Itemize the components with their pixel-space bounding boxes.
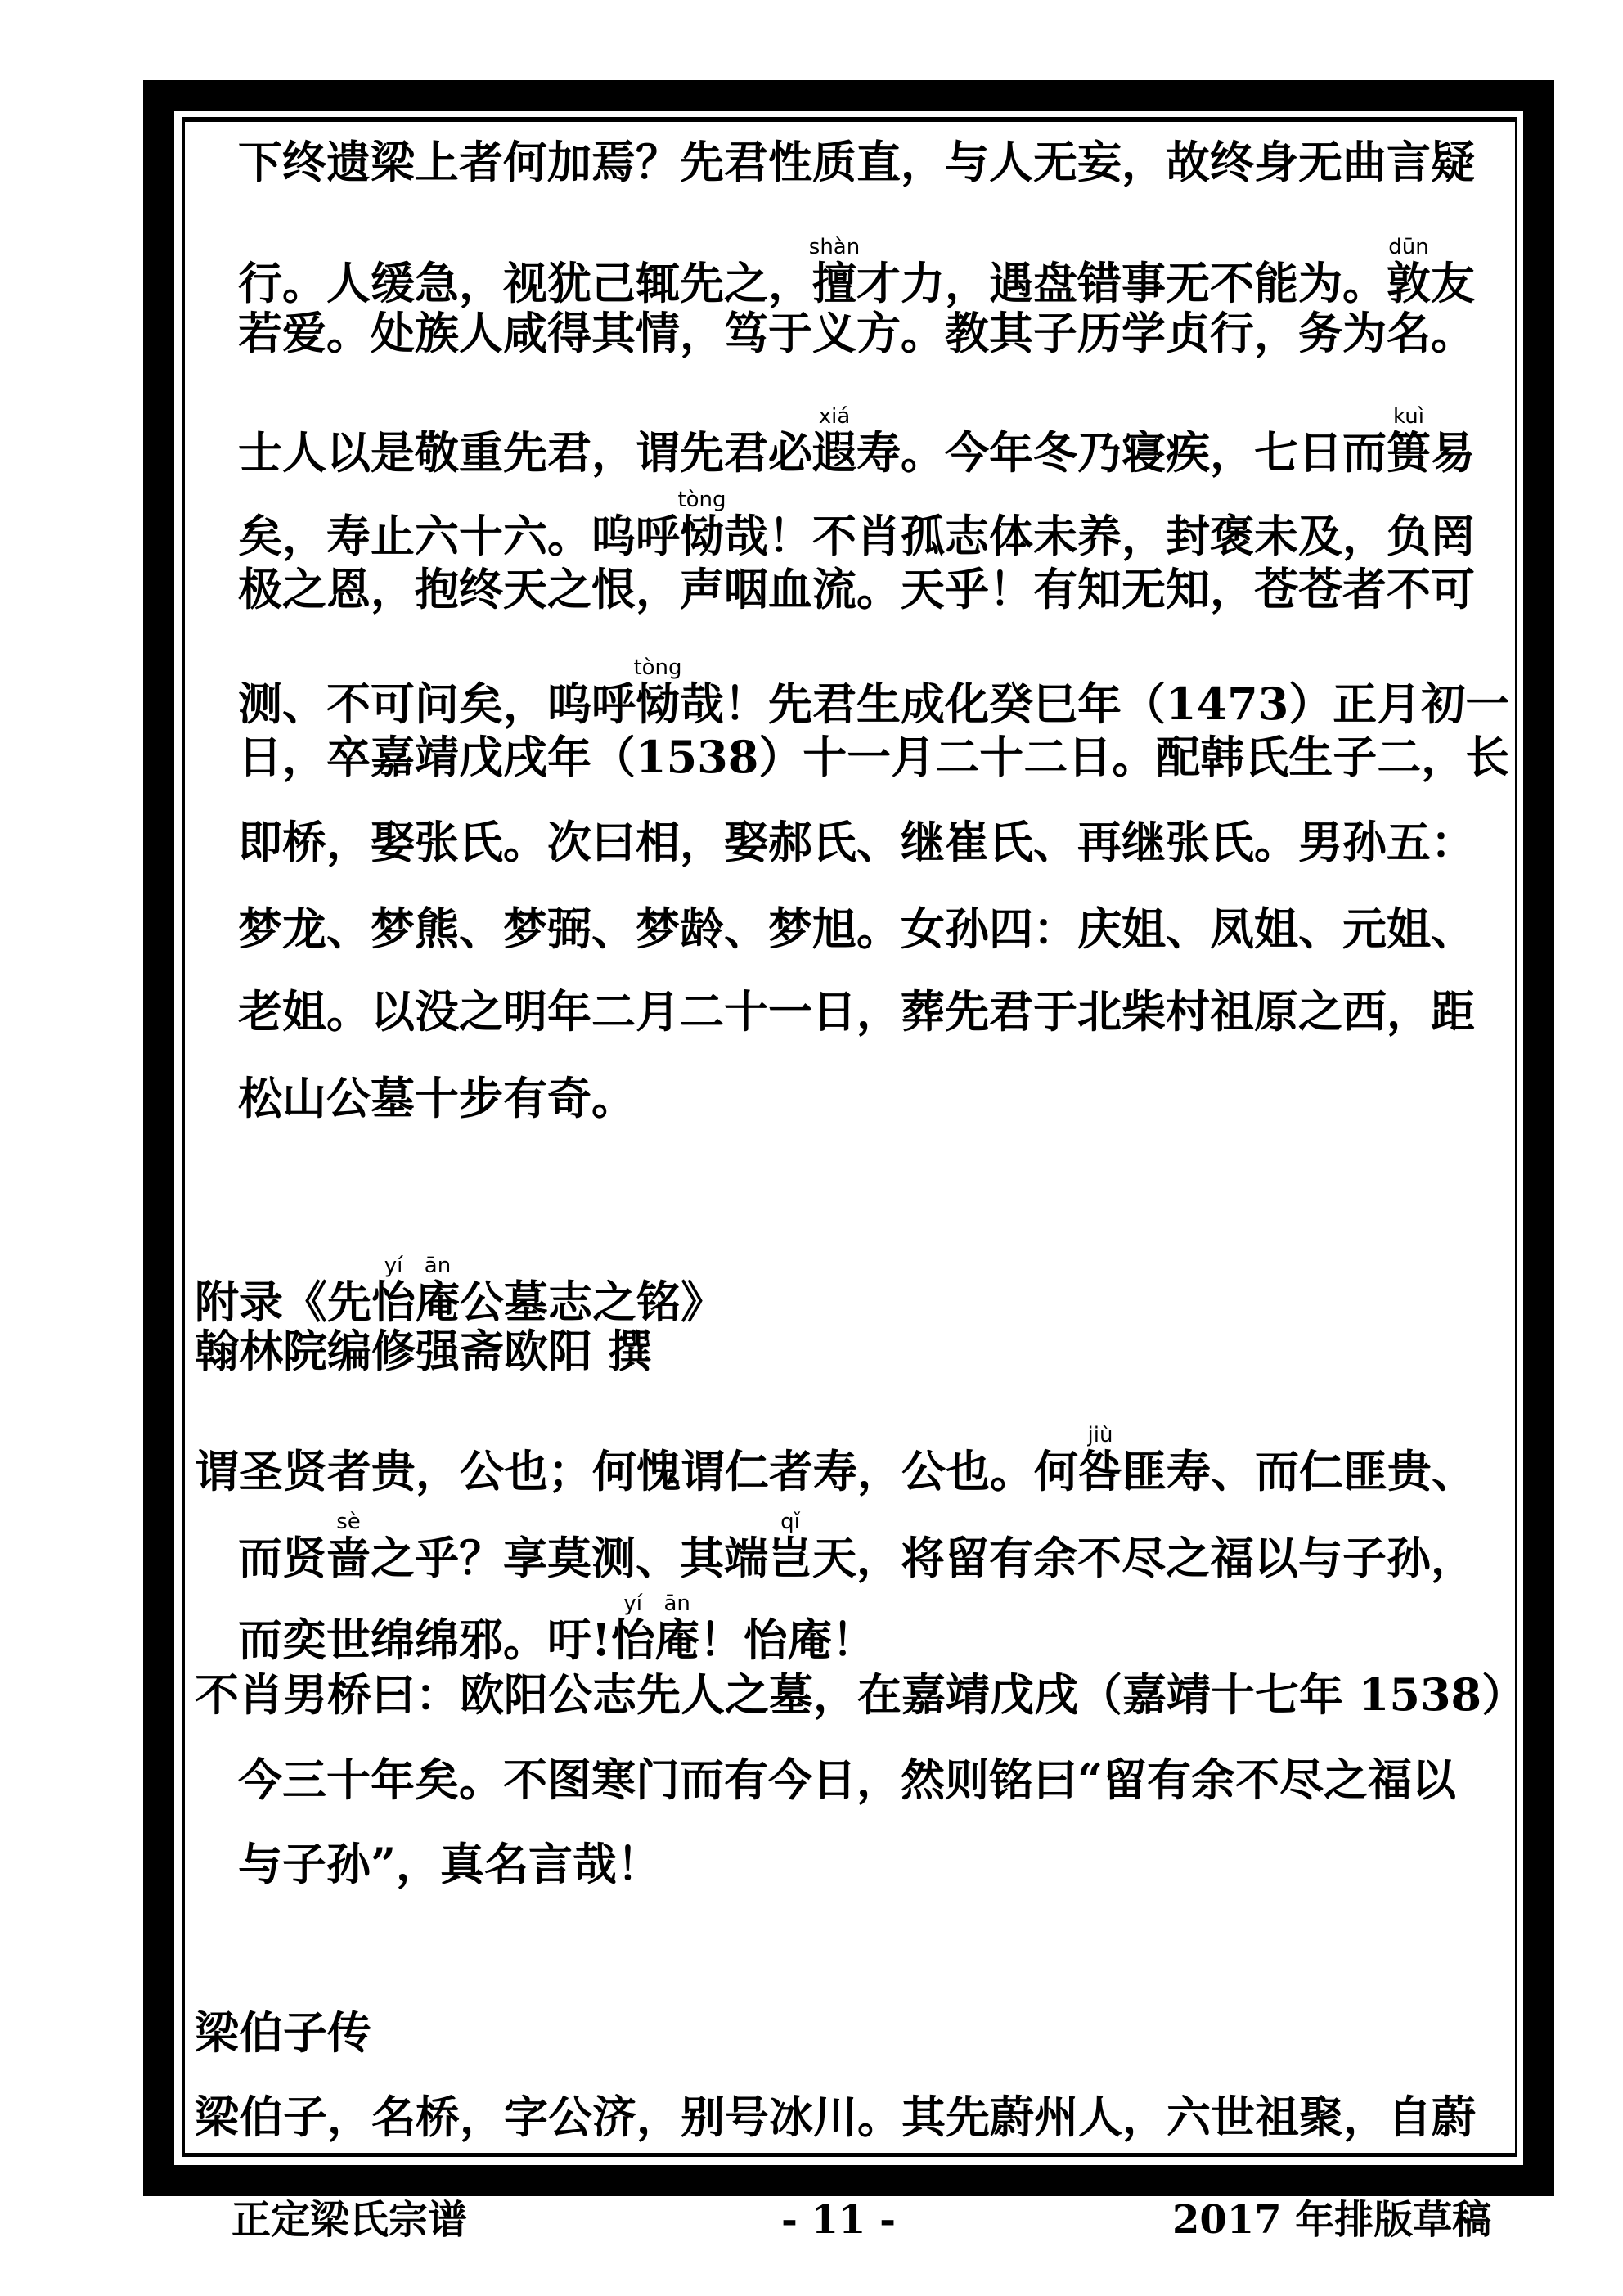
character: 庵 bbox=[654, 1614, 699, 1666]
annotated-character bbox=[416, 1254, 460, 1328]
text-segment: 士人以是敬重先君，谓先君必 bbox=[238, 426, 812, 479]
text-line bbox=[238, 732, 1509, 781]
text-line bbox=[238, 1512, 1475, 1582]
text-segment: 匪寿、而仁匪贵、 bbox=[1122, 1445, 1476, 1497]
annotated-character bbox=[371, 1254, 416, 1328]
annotated-character bbox=[610, 1591, 655, 1666]
pinyin-annotation: jiù bbox=[1078, 1423, 1122, 1447]
text-line bbox=[238, 404, 1475, 479]
text-line bbox=[238, 904, 1475, 953]
annotated-character bbox=[326, 1510, 371, 1584]
character: 遐 bbox=[812, 426, 856, 479]
text-segment: 今三十年矣。不图寒门而有今日，然则铭曰“留有余不尽之福以 bbox=[238, 1754, 1457, 1806]
text-segment: 梁伯子传 bbox=[195, 2006, 371, 2059]
footer-page-number: - 11 - bbox=[781, 2197, 897, 2243]
text-segment: 极之恩，抱终天之恨，声咽血流。天乎！有知无知，苍苍者不可 bbox=[238, 563, 1475, 615]
text-line bbox=[238, 1074, 636, 1123]
text-segment: 行。人缓急，视犹己辄先之， bbox=[238, 257, 812, 309]
text-segment: 友 bbox=[1431, 257, 1475, 309]
pinyin-annotation: yí bbox=[610, 1591, 655, 1616]
annotated-character bbox=[1387, 404, 1431, 479]
character: 恸 bbox=[677, 510, 726, 562]
text-segment: 梁伯子，名桥，字公济，别号冰川。其先蔚州人，六世祖聚，自蔚 bbox=[195, 2091, 1476, 2143]
text-line bbox=[238, 308, 1475, 358]
text-segment: 矣，寿止六十六。呜呼 bbox=[238, 510, 680, 562]
pinyin-annotation: xiá bbox=[812, 404, 856, 429]
annotated-character bbox=[677, 488, 726, 562]
annotated-character bbox=[768, 1510, 812, 1584]
annotated-character bbox=[1078, 1423, 1122, 1497]
text-line bbox=[195, 2092, 1476, 2141]
annotated-character bbox=[812, 404, 856, 479]
text-segment: 哉！不肖孤志体未养，封褒未及，负罔 bbox=[724, 510, 1475, 562]
text-segment: ！怡庵！ bbox=[699, 1614, 876, 1666]
character: 岂 bbox=[768, 1532, 812, 1584]
text-segment: 即桥，娶张氏。次曰相，娶郝氏、继崔氏、再继张氏。男孙五： bbox=[238, 816, 1475, 868]
text-segment: 下终遗梁上者何加焉？先君性质直，与人无妄，故终身无曲言疑 bbox=[238, 136, 1475, 188]
text-segment: 天，将留有余不尽之福以与子孙， bbox=[812, 1532, 1475, 1584]
pinyin-annotation: shàn bbox=[808, 235, 861, 259]
text-segment: 日，卒嘉靖戊戌年（1538）十一月二十二日。配韩氏生子二，长 bbox=[238, 731, 1510, 783]
text-segment: 寿。今年冬乃寝疾，七日而 bbox=[856, 426, 1387, 479]
text-line bbox=[195, 1670, 1526, 1719]
pinyin-annotation: kuì bbox=[1387, 404, 1431, 429]
pinyin-annotation: ān bbox=[416, 1254, 460, 1278]
character: 啬 bbox=[326, 1532, 371, 1584]
text-segment: 与子孙”，真名言哉！ bbox=[238, 1838, 662, 1890]
text-segment: 而贤 bbox=[238, 1532, 326, 1584]
character: 敦 bbox=[1387, 257, 1431, 309]
text-segment: 之乎？享莫测、其端 bbox=[371, 1532, 768, 1584]
text-line bbox=[195, 1256, 725, 1326]
text-line bbox=[238, 1755, 1456, 1804]
text-line bbox=[195, 2008, 371, 2057]
text-segment: 测、不可问矣，呜呼 bbox=[238, 678, 636, 730]
pinyin-annotation: sè bbox=[326, 1510, 371, 1534]
annotated-character bbox=[1387, 235, 1431, 309]
annotated-character bbox=[808, 235, 861, 309]
pinyin-annotation: yí bbox=[371, 1254, 416, 1278]
text-segment: 梦龙、梦熊、梦弼、梦龄、梦旭。女孙四：庆姐、凤姐、元姐、 bbox=[238, 903, 1475, 955]
pinyin-annotation: tòng bbox=[633, 655, 682, 680]
text-line bbox=[238, 1591, 876, 1666]
footer-draft-note: 2017 年排版草稿 bbox=[1172, 2197, 1492, 2243]
text-segment: 若爱。处族人咸得其情，笃于义方。教其子历学贞行，务为名。 bbox=[238, 307, 1475, 359]
text-segment: 才力，遇盘错事无不能为。 bbox=[856, 257, 1387, 309]
pinyin-annotation: ān bbox=[654, 1591, 699, 1616]
text-segment: 松山公墓十步有奇。 bbox=[238, 1072, 636, 1124]
text-segment: 附录《先 bbox=[195, 1276, 371, 1328]
text-segment: 不肖男桥曰：欧阳公志先人之墓，在嘉靖戊戌（嘉靖十七年 1538） bbox=[195, 1668, 1526, 1721]
text-segment: 翰林院编修强斋欧阳 撰 bbox=[195, 1325, 652, 1377]
text-segment: 谓圣贤者贵，公也；何愧谓仁者寿，公也。何 bbox=[195, 1445, 1078, 1497]
text-line bbox=[195, 1425, 1476, 1496]
footer-book-title: 正定梁氏宗谱 bbox=[232, 2197, 468, 2243]
text-segment: 而奕世绵绵邪。吁! bbox=[238, 1614, 611, 1666]
character: 恸 bbox=[633, 678, 682, 730]
text-line bbox=[238, 137, 1475, 187]
text-line bbox=[238, 490, 1475, 560]
text-line bbox=[238, 655, 1510, 730]
text-segment: 易 bbox=[1431, 426, 1475, 479]
annotated-character bbox=[633, 655, 682, 730]
pinyin-annotation: qǐ bbox=[768, 1510, 812, 1534]
character: 怡 bbox=[371, 1276, 416, 1328]
annotated-character bbox=[654, 1591, 699, 1666]
text-line bbox=[238, 565, 1475, 614]
character: 篑 bbox=[1387, 426, 1431, 479]
character: 擅 bbox=[808, 257, 861, 309]
text-line bbox=[195, 1326, 652, 1375]
character: 庵 bbox=[416, 1276, 460, 1328]
text-line bbox=[238, 1839, 661, 1889]
pinyin-annotation: dūn bbox=[1387, 235, 1431, 259]
character: 怡 bbox=[610, 1614, 655, 1666]
text-segment: 哉！先君生成化癸巳年（1473）正月初一 bbox=[680, 678, 1510, 730]
text-segment: 公墓志之铭》 bbox=[460, 1276, 725, 1328]
text-line bbox=[238, 817, 1475, 867]
text-line bbox=[238, 987, 1475, 1036]
character: 咎 bbox=[1078, 1445, 1122, 1497]
text-line bbox=[238, 237, 1475, 308]
pinyin-annotation: tòng bbox=[677, 488, 726, 512]
text-segment: 老姐。以没之明年二月二十一日，葬先君于北柴村祖原之西，距 bbox=[238, 985, 1475, 1038]
